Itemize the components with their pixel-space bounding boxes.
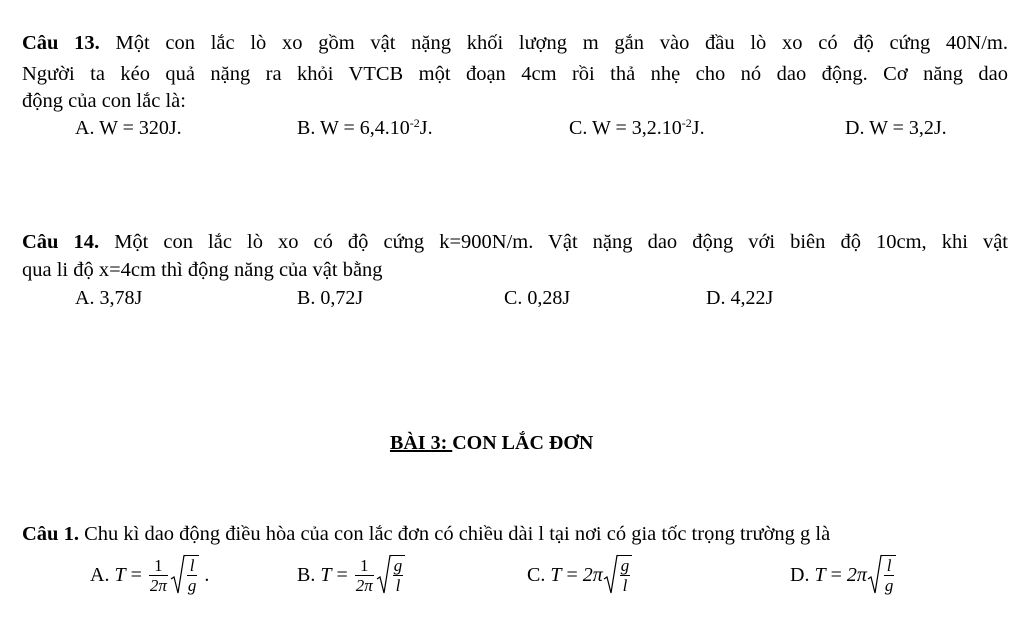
q1-option-a-sqrt-num: l: [189, 556, 195, 575]
q1-option-c-coef: 2π: [582, 563, 603, 586]
q13-option-b: [297, 116, 433, 140]
q1-option-b-eq: =: [331, 563, 353, 586]
section-number: BÀI 3:: [390, 432, 453, 454]
q1-option-a-den: 2π: [149, 575, 167, 595]
q1-option-d-T: T: [814, 563, 826, 586]
radical-sign-icon: [867, 555, 883, 595]
q1-option-a-dot: .: [199, 563, 210, 586]
q1-option-a-eq: =: [125, 563, 147, 586]
q1-option-a-sqrt-den: g: [187, 576, 197, 595]
radical-sign-icon: [170, 555, 186, 595]
q1-option-c-label: C.: [527, 563, 546, 586]
q13-label: Câu 13.: [22, 32, 100, 54]
q1-option-b-label: B.: [297, 563, 316, 586]
q13-option-c-unit: J.: [691, 117, 705, 139]
q14-option-b: B. 0,72J: [297, 287, 364, 309]
q1-option-c-T: T: [550, 563, 562, 586]
q1-option-b-num: 1: [360, 555, 369, 575]
q13-option-b-exp: -2: [409, 116, 420, 130]
q13-line1: [22, 31, 1008, 55]
q1-option-d-sqrt-num: l: [886, 556, 892, 575]
q1-option-a: [90, 555, 209, 595]
q13-text-1: Một con lắc lò xo gồm vật nặng khối lượng m gắn vào đầu lò xo có độ cứng 40N/m.: [99, 32, 1009, 54]
q13-option-c-exp: -2: [681, 116, 692, 130]
q1-option-c: [527, 555, 632, 595]
q13-option-b-base: B. W = 6,4.10: [297, 117, 410, 139]
q1-option-a-T: T: [114, 563, 126, 586]
q1-option-b-sqrt: [376, 555, 406, 595]
q1-option-c-sqrt-num: g: [620, 556, 630, 575]
section-title: CON LẮC ĐƠN: [452, 432, 594, 454]
q1-option-d-sqrt-den: g: [884, 576, 894, 595]
q1-option-a-sqrt: [170, 555, 200, 595]
q1-option-b-den: 2π: [355, 575, 373, 595]
q14-line2: qua li độ x=4cm thì động năng của vật bằng: [22, 259, 383, 281]
q13-option-c-base: C. W = 3,2.10: [569, 117, 682, 139]
q14-option-d: D. 4,22J: [706, 287, 774, 309]
section-heading: [390, 432, 593, 455]
q13-option-a: A. W = 320J.: [75, 117, 182, 139]
q14-line1: [22, 230, 1008, 254]
q13-option-d: D. W = 3,2J.: [845, 117, 947, 139]
q13-line3: động của con lắc là:: [22, 90, 186, 112]
q1-option-b-sqrt-num: g: [393, 556, 403, 575]
q1-option-d-eq: =: [825, 563, 847, 586]
q13-option-b-unit: J.: [419, 117, 433, 139]
q1-line1: [22, 522, 830, 546]
q1-option-a-fraction: [149, 556, 168, 595]
q13-option-c: [569, 116, 705, 140]
q1-option-c-sqrt: [603, 555, 633, 595]
q1-option-d-coef: 2π: [846, 563, 867, 586]
q14-option-a: A. 3,78J: [75, 287, 143, 309]
q1-label: Câu 1.: [22, 523, 79, 545]
q14-text-1: Một con lắc lò xo có độ cứng k=900N/m. Vật nặng dao động với biên độ 10cm, khi vật: [99, 231, 1008, 253]
q1-option-c-sqrt-den: l: [620, 575, 631, 595]
radical-sign-icon: [376, 555, 392, 595]
q1-option-d: [790, 555, 896, 595]
q1-option-c-eq: =: [561, 563, 583, 586]
q1-option-a-label: A.: [90, 563, 110, 586]
q14-option-c: C. 0,28J: [504, 287, 571, 309]
q1-option-b-fraction: [355, 556, 374, 595]
q1-option-a-num: 1: [154, 555, 163, 575]
q14-label: Câu 14.: [22, 231, 100, 253]
q1-option-b-sqrt-den: l: [393, 575, 404, 595]
q1-option-b-T: T: [320, 563, 332, 586]
radical-sign-icon: [603, 555, 619, 595]
q13-line2: Người ta kéo quả nặng ra khỏi VTCB một đoạn 4cm rồi thả nhẹ cho nó dao động. Cơ năng dao: [22, 63, 1008, 85]
q1-option-d-label: D.: [790, 563, 810, 586]
q1-option-d-sqrt: [867, 555, 897, 595]
q1-text-1: Chu kì dao động điều hòa của con lắc đơn có chiều dài l tại nơi có gia tốc trọng trường g là: [78, 523, 831, 545]
q1-option-b: [297, 555, 405, 595]
